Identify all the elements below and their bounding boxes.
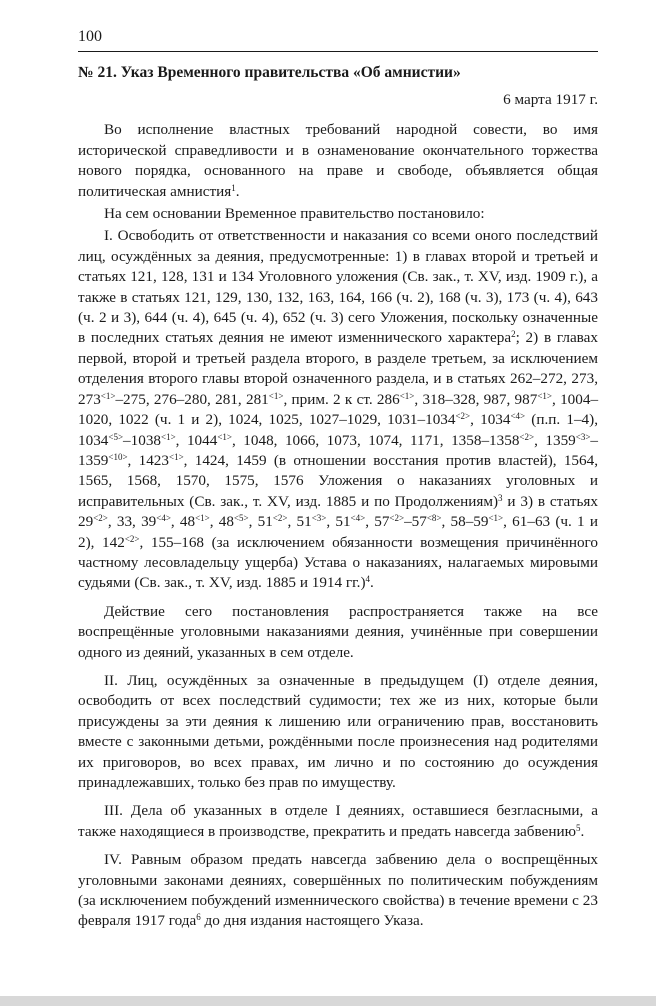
paragraph-text: , 1359 (534, 431, 576, 449)
footnote-marker: <1> (537, 390, 552, 401)
paragraph-text: . (370, 574, 374, 592)
paragraph-text: I. Освободить от ответственности и наказания со всеми оного последствий лиц, осуждённых за деяния, предусмотренные: 1) в главах второй и третьей и статьях 121, 128, 131 и 134 Уголовного уложения (Св. зак., т. XV, изд. 1909 г.), а также в статьях 121, 129, 130, 132, 163, 164, 166 (ч. 2), 168 (ч. 3), 173 (ч. 4), 643 (ч. 2 и 3), 644 (ч. 4), 645 (ч. 4), 652 (ч. 3) сего Уложения, поскольку означенные в последних статьях деяния не имеют изменнического характера (78, 227, 598, 347)
footnote-marker: <1> (268, 390, 284, 401)
paragraph (78, 602, 598, 663)
paragraph (78, 204, 598, 224)
footnote-marker: 2 (511, 329, 516, 340)
footnote-marker: <2> (272, 513, 288, 524)
paragraph-text: –275, 276–280, 281, 281 (115, 390, 269, 408)
paragraph-text: , 61–63 (ч. 1 и 2), 142 (78, 513, 598, 551)
footnote-marker: <8> (426, 513, 442, 524)
footnote-marker: <2> (93, 513, 108, 524)
paragraph-text: III. Дела об указанных в отделе I деяниях, оставшиеся безгласными, а также находящиеся в производстве, прекратить и предать навсегда забвению (78, 802, 598, 840)
footnote-marker: <5> (233, 513, 249, 524)
footnote-marker: <1> (399, 390, 415, 401)
footnote-marker: 6 (196, 912, 201, 923)
footnote-marker: <1> (217, 431, 232, 442)
footnote-marker: <5> (108, 431, 124, 442)
paragraph-text: , 48 (209, 513, 234, 531)
paragraph-text: –57 (404, 513, 427, 531)
footnote-marker: <3> (575, 431, 591, 442)
paragraph-text: , 51 (326, 513, 351, 531)
paragraph-text: , 58–59 (441, 513, 489, 531)
footnote-marker: <1> (488, 513, 504, 524)
paragraph-text: , 1034 (470, 411, 511, 429)
paragraph-text: , 318–328, 987, 987 (414, 390, 538, 408)
footnote-marker: <10> (108, 451, 128, 462)
paragraph (78, 226, 598, 593)
document-title: № 21. Указ Временного правительства «Об амнистии» (78, 64, 461, 81)
paragraph-text: –1359 (78, 431, 598, 469)
footnote-marker: <1> (195, 513, 210, 524)
paragraph-text: , 1004– 1020, 1022 (ч. 1 и 2), 1024, 1025, 1027–1029, 1031–1034 (78, 390, 599, 429)
paragraph-text: , 33, 39 (107, 513, 157, 531)
scan-bottom-edge (0, 996, 656, 1006)
footnote-marker: <4> (510, 411, 526, 422)
paragraph (78, 120, 598, 202)
footnote-marker: <4> (350, 513, 366, 524)
footnote-marker: 4 (365, 574, 371, 585)
paragraph-text: , 57 (365, 513, 390, 531)
paragraph-text: . (235, 182, 240, 200)
paragraph (78, 850, 598, 932)
page-number: 100 (78, 28, 102, 45)
footnote-marker: <2> (389, 513, 405, 524)
footnote-marker: <2> (124, 533, 140, 544)
paragraph-text: , 51 (248, 513, 273, 531)
paragraph-text: II. Лиц, осуждённых за означенные в предыдущем (I) отделе деяния, освободить от всех последствий судимости; тех же из них, которые были присуждены за эти деяния к лишению или ограничению прав, восстановить вместе с законными детьми, рождёнными после произнесения над родителями их приговоров, во всех правах, им лично и по состоянию до осуждения принадлежавших, только без прав по имуществу. (78, 671, 598, 791)
paragraph-text: Во исполнение властных требований народной совести, во имя исторической справедливости и в ознаменование окончательного торжества нового порядка, основанного на праве и свободе, объявляется общая политическая амнистия (78, 121, 598, 200)
paragraph-text: , 1048, 1066, 1073, 1074, 1171, 1358–1358 (231, 431, 520, 449)
footnote-marker: <3> (311, 513, 327, 524)
paragraph-text: IV. Равным образом предать навсегда забвению дела о воспрещённых уголовными законами деяниях, совершённых по политическим побуждениям (за исключением побуждений изменнического свойства) в течение времени с 23 февраля 1917 года (78, 851, 598, 930)
footnote-marker: <1> (169, 451, 184, 462)
paragraph-text: , прим. 2 к ст. 286 (283, 390, 400, 408)
footnote-marker: <1> (100, 390, 116, 401)
paragraph (78, 671, 598, 793)
footnote-marker: <2> (519, 431, 535, 442)
paragraph-text: Действие сего постановления распространяется также на все воспрещённые уголовными наказаниями деяния, учинённые при совершении одного из деяний, указанных в сем отделе. (78, 602, 598, 661)
paragraph-text: , 1044 (175, 431, 218, 449)
paragraph-text: и 3) в статьях 29 (78, 492, 598, 531)
document-date: 6 марта 1917 г. (503, 91, 598, 108)
footnote-marker: <2> (455, 411, 471, 422)
paragraph-text: , 1424, 1459 (в отношении восстания против властей), 1564, 1565, 1568, 1570, 1575, 1576 Уложения о наказаниях уголовных и исправительных (Св. зак., т. XV, изд. 1885 и по Продолжениям) (78, 451, 599, 510)
paragraph-text: до дня издания настоящего Указа. (200, 912, 424, 930)
paragraph (78, 801, 598, 842)
footnote-marker: 5 (575, 822, 581, 833)
footnote-marker: 1 (231, 182, 236, 193)
paragraph-text: , 51 (287, 513, 312, 531)
paragraph-text: , 48 (170, 513, 196, 531)
footnote-marker: 3 (498, 492, 503, 503)
footnote-marker: <1> (161, 431, 176, 442)
paragraph-text: (п.п. 1–4), 1034 (78, 411, 599, 449)
footnote-marker: <4> (156, 513, 171, 524)
paragraph-text: , 155–168 (за исключением обязанности возмещения причинённого частному лесовладельцу ущерба) Устава о наказаниях, налагаемых мировыми судьями (Св. зак., т. XV, изд. 1885 и 1914 гг.) (78, 533, 599, 592)
paragraph-text: , 1423 (127, 451, 169, 469)
paragraph-list (78, 120, 598, 931)
header-rule (78, 51, 598, 52)
paragraph-text: ; 2) в главах первой, второй и третьей раздела второго, в разделе третьем, за исключением отделения второго главы второй означенного раздела, и в статьях 262–272, 273, 273 (78, 329, 598, 408)
document-body (78, 62, 598, 934)
paragraph-text: На сем основании Временное правительство постановило: (104, 205, 485, 223)
paragraph-text: . (580, 822, 585, 840)
paragraph-text: –1038 (123, 431, 161, 449)
